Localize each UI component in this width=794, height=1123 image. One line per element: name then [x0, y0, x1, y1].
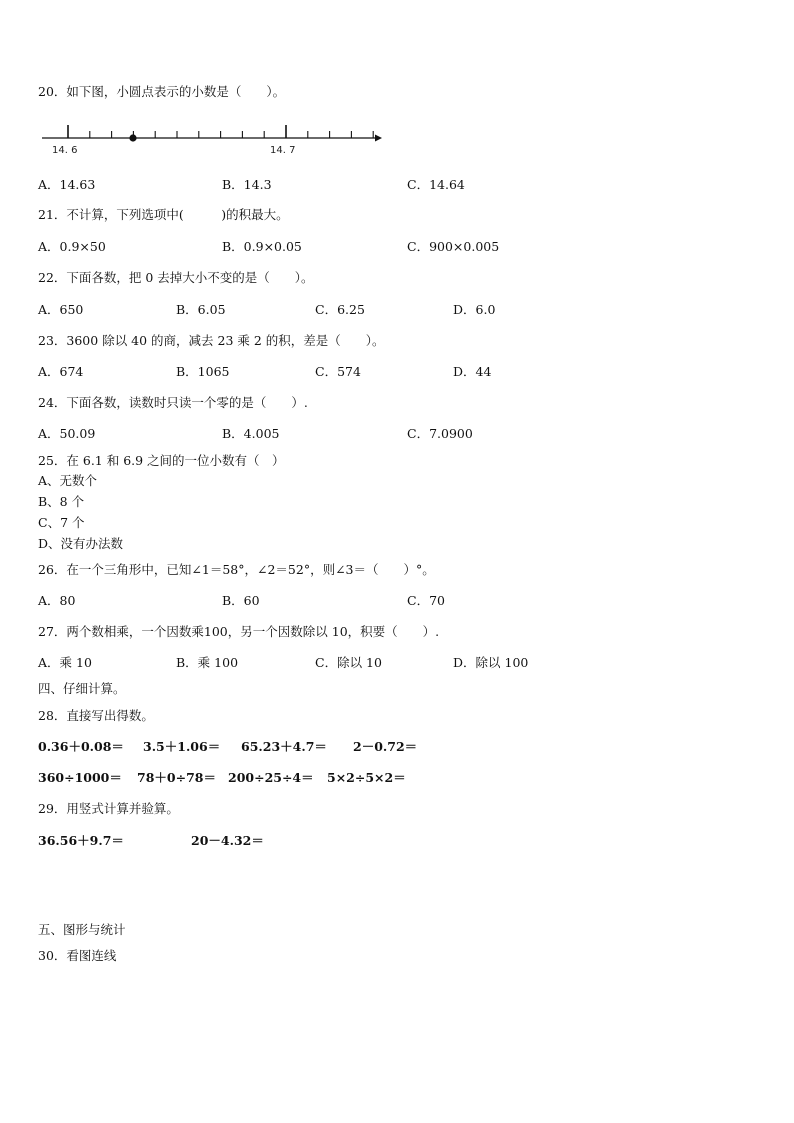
q23-option-a: A．674 — [38, 364, 84, 379]
q28-item: 200÷25÷4＝ — [228, 770, 314, 785]
q25-option-c: C、7 个 — [38, 515, 85, 530]
q25-option-b: B、8 个 — [38, 494, 85, 509]
q25-option-d: D、没有办法数 — [38, 536, 124, 551]
q29-item: 36.56＋9.7＝ — [38, 833, 124, 848]
q21-option-c: C．900×0.005 — [407, 239, 500, 254]
q26-option-b: B．60 — [222, 593, 260, 608]
q28-item: 2－0.72＝ — [353, 739, 418, 754]
number-line-ticks — [68, 125, 373, 138]
question-26-stem: 26．在一个三角形中，已知∠1＝58°，∠2＝52°，则∠3＝（ ）°。 — [38, 562, 435, 577]
section-5-heading: 五、图形与统计 — [38, 922, 126, 937]
number-line-dot — [129, 134, 136, 141]
question-20-stem: 20．如下图，小圆点表示的小数是（ ）。 — [38, 84, 286, 99]
q23-option-c: C．574 — [315, 364, 361, 379]
q20-option-b: B．14.3 — [222, 177, 272, 192]
q27-option-c: C．除以 10 — [315, 655, 382, 670]
q26-option-c: C．70 — [407, 593, 445, 608]
q27-option-a: A．乘 10 — [38, 655, 92, 670]
q28-item: 78＋0÷78＝ — [137, 770, 216, 785]
q28-item: 360÷1000＝ — [38, 770, 122, 785]
q24-option-b: B．4.005 — [222, 426, 280, 441]
q28-item: 65.23＋4.7＝ — [241, 739, 327, 754]
q28-item: 3.5＋1.06＝ — [143, 739, 221, 754]
question-24-stem: 24．下面各数，读数时只读一个零的是（ ）. — [38, 395, 308, 410]
number-line-figure — [40, 118, 385, 158]
q22-option-d: D．6.0 — [453, 302, 496, 317]
q26-option-a: A．80 — [38, 593, 76, 608]
question-23-stem: 23．3600 除以 40 的商，减去 23 乘 2 的积，差是（ ）。 — [38, 333, 385, 348]
number-line-end-label: 14. 7 — [270, 145, 296, 156]
q27-option-d: D．除以 100 — [453, 655, 529, 670]
question-21-stem: 21．不计算，下列选项中( )的积最大。 — [38, 207, 289, 222]
q23-option-d: D．44 — [453, 364, 492, 379]
question-28-stem: 28．直接写出得数。 — [38, 708, 154, 723]
question-25-stem: 25．在 6.1 和 6.9 之间的一位小数有（ ） — [38, 453, 285, 468]
q23-option-b: B．1065 — [176, 364, 230, 379]
question-22-stem: 22．下面各数，把 0 去掉大小不变的是（ ）。 — [38, 270, 314, 285]
number-line-arrow — [375, 135, 382, 142]
question-30-stem: 30．看图连线 — [38, 948, 117, 963]
q24-option-a: A．50.09 — [38, 426, 96, 441]
q28-item: 0.36＋0.08＝ — [38, 739, 124, 754]
q24-option-c: C．7.0900 — [407, 426, 473, 441]
q21-option-a: A．0.9×50 — [38, 239, 106, 254]
q22-option-c: C．6.25 — [315, 302, 365, 317]
q20-option-a: A．14.63 — [38, 177, 96, 192]
q22-option-b: B．6.05 — [176, 302, 226, 317]
q25-option-a: A、无数个 — [38, 473, 98, 488]
number-line-start-label: 14. 6 — [52, 145, 78, 156]
section-4-heading: 四、仔细计算。 — [38, 681, 126, 696]
q28-item: 5×2÷5×2＝ — [327, 770, 406, 785]
question-27-stem: 27．两个数相乘，一个因数乘100，另一个因数除以 10，积要（ ）. — [38, 624, 440, 639]
question-29-stem: 29．用竖式计算并验算。 — [38, 801, 179, 816]
q22-option-a: A．650 — [38, 302, 84, 317]
q27-option-b: B．乘 100 — [176, 655, 239, 670]
q29-item: 20－4.32＝ — [191, 833, 264, 848]
q21-option-b: B．0.9×0.05 — [222, 239, 302, 254]
q20-option-c: C．14.64 — [407, 177, 465, 192]
